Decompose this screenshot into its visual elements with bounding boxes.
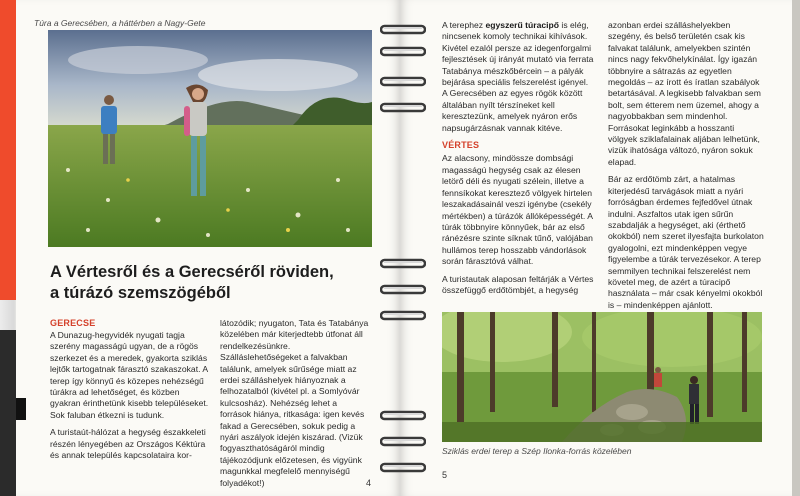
binding-ring	[380, 284, 426, 295]
paragraph: azonban erdei szálláshelyekben szegény, és belső területén csak kis falvakat találunk, amelyekben szintén nincs nagy fekvőhelykínálat. Így igazán többnyire a sátrazás az egyetlen megoldás – az írott és íratlan szabályok betartásával. A legkisebb falvakban sem bolt, sem étterem nem üzemel, ahogy a nagyobbakban sem mindenhol. Forrásokat leginkább a hosszanti völgyek sziklafalainak aljában lelhetünk, vizük ihatósága változó, nyáron sokuk elapad.	[608, 20, 761, 167]
binding-ring	[380, 462, 426, 473]
binding-ring	[380, 310, 426, 321]
left-page	[16, 0, 400, 496]
binding-ring	[380, 436, 426, 447]
chapter-title-line1: A Vértesről és a Gerecséről röviden,	[50, 263, 334, 281]
paragraph: A turistautak alaposan feltárják a Vértes összefüggő erdőtömbjét, a hegység	[442, 273, 594, 295]
paragraph: Az alacsony, mindössze dombsági magasságú hegység csak az élesen letörő déli és nyugati szélein, illetve a fennsíkokat keresztező völgyek hirtelen leszakadásainál veszi igénybe (csekély mértékben) a túrázók állóképességét. A túrák többnyire könnyűek, bár az első ránézésre szinte síknak tűnő, valójában hullámos terep hosszabb vándorlások során fárasztóvá válhat.	[442, 153, 593, 267]
page-number-right: 5	[442, 470, 448, 480]
section-heading-gerecse: GERECSE	[50, 318, 96, 328]
binding-ring	[380, 76, 426, 87]
chapter-title-line2: a túrázó szemszögéből	[50, 284, 231, 302]
paragraph: A terephez egyszerű túracipő is elég, nincsenek komoly technikai kihívások. Kivétel ezalól persze az idegenforgalmi fejlesztések új irányát mutató via ferrata Tatabánya mészkőbércein – a pályák bejárása speciális felszerelést igényel. A Gerecsében az egyes rögök között általában nyílt térszíneket kell keresztezünk, amelyek nyáron erős napsugárzásnak vannak kitéve.	[442, 20, 594, 133]
paragraph: látozódik; nyugaton, Tata és Tatabánya közelében már kiterjedtebb útfonat áll rendelkezésünkre. Szálláslehetőségeket a falvakban találunk, amelyek sűrűsége miatt az erdei szálláshelyek hiányoznak a felhozatalból (kivétel pl. a Somlyóvár kulcsosház). Nehézség lehet a források hiánya, ritkasága: igen kevés fakad a Gerecsében, sokuk pedig a nyári aszályok idején kiszárad. (Vizük fogyaszthatóságáról mindig tájékozódjunk előzetesen, és vigyünk magunkkal megfelelő mennyiségű folyadékot!)	[220, 318, 369, 488]
right-photo-caption: Sziklás erdei terep a Szép Ilonka-forrás közelében	[442, 446, 632, 456]
chapter-tab-red	[0, 0, 16, 300]
binding-ring	[380, 410, 426, 421]
paragraph: A turistaút-hálózat a hegység északkeleti részén lényegében az Országos Kéktúra és annak település kapcsolataira kor-	[50, 427, 206, 461]
tab-marker	[16, 398, 26, 420]
binding-ring	[380, 102, 426, 113]
chapter-tab-dark	[0, 330, 16, 496]
bold-term: egyszerű túracipő	[485, 20, 560, 30]
section-heading-vertes: VÉRTES	[442, 140, 480, 151]
forest-trail-photo	[442, 312, 762, 442]
right-page	[400, 0, 792, 496]
page-number-left: 4	[366, 478, 372, 488]
paragraph: A Dunazug-hegyvidék nyugati tagja szerény magasságú ugyan, de a rögös szerkezet és a meredek, gyakorta sziklás lejtők tartogatnak fárasztó szakaszokat. A terep így könnyű és közepes nehézségű túrákra ad lehetőséget, és közben gyakran érinthetünk kisebb településeket. Sok faluban étkezni is tudunk.	[50, 330, 209, 420]
right-column-1	[442, 20, 594, 302]
right-column-2	[608, 20, 764, 317]
left-column-1	[50, 330, 212, 467]
hikers-meadow-photo	[48, 30, 372, 247]
left-photo-caption: Túra a Gerecsében, a háttérben a Nagy-Gete	[34, 18, 206, 28]
paragraph: Bár az erdőtömb zárt, a hatalmas kiterjedésű tarvágások miatt a nyári forróságban érdemes fejfedővel útnak indulni. Aszfaltos utak igen sűrűn szabdalják a hegységet, aki (érthető okokból) nem szeret ilyesfajta burkolaton gyalogolni, ezt mindenképpen vegye figyelembe a túrák tervezésekor. A terep semmilyen technikai felszerelést nem követel meg, de azért a túracipő használata – már csak kényelmi okokból is – mindenképpen ajánlott.	[608, 174, 764, 310]
chapter-title	[50, 262, 380, 304]
binding-ring	[380, 258, 426, 269]
page-edge	[792, 0, 800, 496]
binding-ring	[380, 46, 426, 57]
left-column-2	[220, 318, 370, 495]
binding-ring	[380, 24, 426, 35]
